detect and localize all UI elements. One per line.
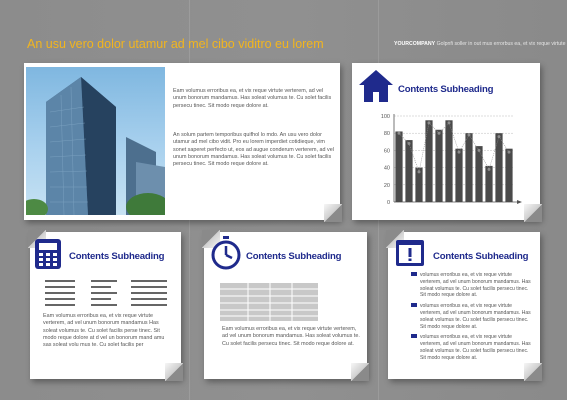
bullet-marker <box>411 272 417 276</box>
bar-chart <box>372 112 524 210</box>
headline: An usu vero dolor utamur ad mel cibo viditro eu lorem <box>27 37 324 51</box>
chart-point <box>438 132 441 135</box>
chart-bar <box>505 149 512 202</box>
chart-bar <box>485 166 492 202</box>
chart-point <box>398 132 401 135</box>
skyscraper-image <box>26 67 165 215</box>
y-tick-label: 100 <box>380 114 390 120</box>
chart-point <box>508 151 511 154</box>
chart-point <box>408 142 411 145</box>
chart-bar <box>465 133 472 202</box>
list-item-body: verterem, ad vel unum bonorum mandamus. Has soleat volumus te. Cu solet facilis persecu tinec. Sit modo reque dolore at. <box>420 341 531 361</box>
list-item-first-line: volumus erroribus ea, et vix reque virtute <box>420 303 513 310</box>
building-photo <box>26 67 165 215</box>
chart-bar <box>405 140 412 202</box>
y-tick-label: 40 <box>383 165 390 172</box>
intro-paragraph-1: Eam volumus erroribus ea, et vix reque virtute verterem, ad vel unum bonorum mandamus. Has soleat volumus te. Cu solet facilis persecu tinec. Sit modo reque dolore at. <box>173 88 332 109</box>
chart-point <box>418 170 421 173</box>
list-item-body: verterem, ad vel unum bonorum mandamus. Has soleat volumus te. Cu solet facilis persecu tinec. Sit modo reque dolore at. <box>420 278 531 299</box>
y-tick-label: 80 <box>383 131 390 138</box>
text-lines-graphic <box>45 280 167 306</box>
chart-subheading: Contents Subheading <box>398 84 494 95</box>
stopwatch-icon <box>210 236 242 275</box>
bullet-marker <box>411 334 417 338</box>
alert-window-icon <box>395 239 425 272</box>
company-line <box>394 41 565 47</box>
chart-bar <box>475 146 482 202</box>
page-curl <box>324 204 342 222</box>
y-tick-label: 20 <box>383 182 390 189</box>
calculator-paragraph: Eam volumus erroribus ea, et vix reque virtute verterem, ad vel unum bonorum mandamus Has soleat volumus te. Cu solet facilis perse tinec. Sit modo reque dolore at d vel un bonorum mand amu sas soleat volu mus te. Cu solet facilis per <box>43 313 165 349</box>
marker-line <box>399 123 509 172</box>
chart-bar <box>455 149 462 202</box>
y-tick-label: 0 <box>386 200 390 206</box>
page-curl <box>524 204 542 222</box>
chart-point <box>448 121 451 124</box>
chart-bar <box>445 120 452 202</box>
list-item <box>411 334 533 361</box>
chart-bar <box>495 133 502 202</box>
company-tagline: Golpnfi soller in out mus errorbus ea, et vix reque virtute <box>436 41 566 47</box>
y-tick-label: 60 <box>383 148 390 155</box>
page-curl <box>524 363 542 381</box>
calculator-icon <box>34 238 62 275</box>
stopwatch-subheading: Contents Subheading <box>246 251 342 262</box>
stopwatch-paragraph: Eam volumus erroribus ea, et vix reque virtute verterem, ad vel unum bonorum mandamus. Has soleat volumus te. Cu solet facilis persecu tinec. Sit modo reque dolore at. <box>222 326 360 347</box>
alert-list-subheading: Contents Subheading <box>433 251 529 262</box>
company-name: YOURCOMPANY <box>394 41 436 47</box>
chart-point <box>428 121 431 124</box>
list-item-first-line: volumus erroribus ea, et vix reque virtute <box>420 334 513 341</box>
list-item <box>411 303 533 330</box>
house-icon <box>358 68 394 109</box>
bullet-marker <box>411 303 417 307</box>
chart-point <box>498 135 501 138</box>
list-item-body: verterem, ad vel unum bonorum mandamus. Has soleat volumus te. Cu solet facilis persecu tinec. Sit modo reque dolore at. <box>420 309 531 330</box>
page-curl <box>165 363 183 381</box>
alert-list <box>411 272 533 362</box>
intro-paragraph-2: An solum partem temporibus quifhol lo mdo. An usu vero dolor utamur ad mel cibo vidit. Pro eu lorem imperdiet cotidieque, vim sonet saperet perfecto ut, eos ad augue conderum verterem, ad vel unum bonorum mandamus. Has soleat volumus te. Cu solet facilis persecu tinec. Sit modo reque dolore at. <box>173 132 334 168</box>
chart-bar <box>395 131 402 202</box>
table-graphic <box>220 283 318 321</box>
list-item <box>411 272 533 299</box>
chart-point <box>488 168 491 171</box>
calculator-subheading: Contents Subheading <box>69 251 165 262</box>
chart-bar <box>425 120 432 202</box>
chart-point <box>458 151 461 154</box>
x-axis-arrow <box>517 200 522 204</box>
chart-bar <box>435 130 442 202</box>
chart-point <box>478 149 481 152</box>
chart-point <box>468 133 471 136</box>
list-item-first-line: volumus erroribus ea, et vix reque virtute <box>420 272 513 278</box>
page-curl <box>351 363 369 381</box>
